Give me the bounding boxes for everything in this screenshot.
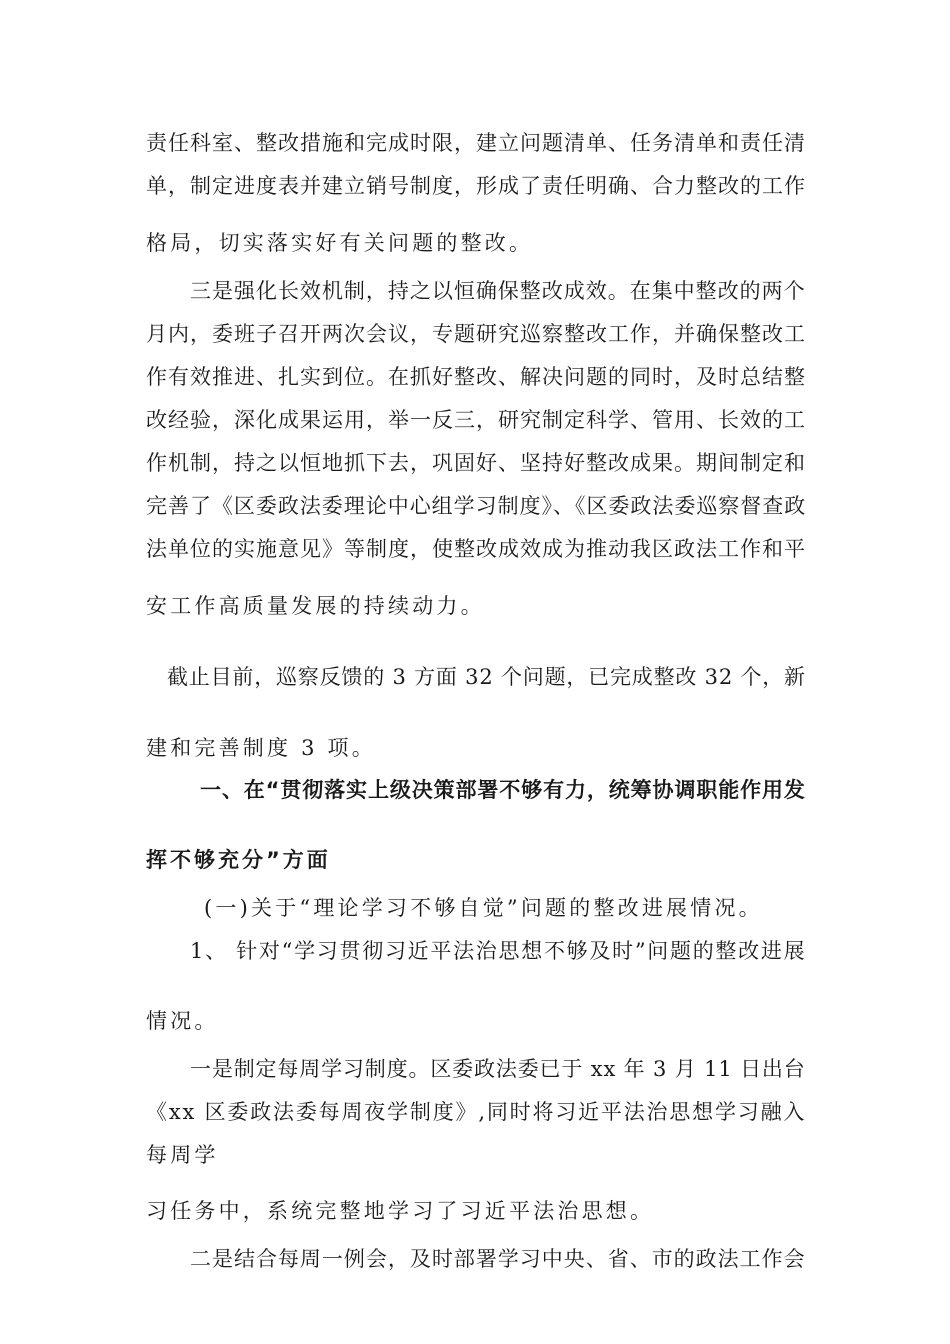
paragraph-line: 二是结合每周一例会，及时部署学习中央、省、市的政法工作会 [190,1247,806,1271]
paragraph-line: 截止目前，巡察反馈的 3 方面 32 个问题，已完成整改 32 个，新 [167,665,806,689]
item-heading: 1、 针对“学习贯彻习近平法治思想不够及时”问题的整改进展 [190,939,807,963]
paragraph-line: 安工作高质量发展的持续动力。 [146,594,485,618]
subsection-heading: (一)关于“理论学习不够自觉”问题的整改进展情况。 [204,896,763,920]
section-heading: 一、在“贯彻落实上级决策部署不够有力，统筹协调职能作用发 [200,778,806,802]
paragraph-line: 三是强化长效机制，持之以恒确保整改成效。在集中整改的两个 [190,279,806,303]
paragraph-line: 每周学 [146,1143,219,1167]
paragraph-line: 建和完善制度 3 项。 [146,736,376,760]
paragraph-line: 作有效推进、扎实到位。在抓好整改、解决问题的同时，及时总结整 [146,365,806,389]
paragraph-line: 月内，委班子召开两次会议，专题研究巡察整改工作，并确保整改工 [146,322,806,346]
paragraph-line: 改经验，深化成果运用，举一反三，研究制定科学、管用、长效的工 [146,408,806,432]
paragraph-line: 一是制定每周学习制度。区委政法委已于 xx 年 3 月 11 日出台 [190,1057,806,1081]
paragraph-line: 作机制，持之以恒地抓下去，巩固好、坚持好整改成果。期间制定和 [146,451,806,475]
paragraph-line: 单，制定进度表并建立销号制度，形成了责任明确、合力整改的工作 [146,174,806,198]
section-heading: 挥不够充分”方面 [146,848,331,872]
paragraph-line: 格局，切实落实好有关问题的整改。 [146,231,534,255]
paragraph-line: 完善了《区委政法委理论中心组学习制度》、《区委政法委巡察督查政 [146,494,807,518]
paragraph-line: 习任务中，系统完整地学习了习近平法治思想。 [146,1199,655,1223]
paragraph-line: 情况。 [146,1009,219,1033]
paragraph-line: 责任科室、整改措施和完成时限，建立问题清单、任务清单和责任清 [146,131,806,155]
paragraph-line: 《xx 区委政法委每周夜学制度》,同时将习近平法治思想学习融入 [146,1100,807,1124]
paragraph-line: 法单位的实施意见》等制度，使整改成效成为推动我区政法工作和平 [146,537,806,561]
